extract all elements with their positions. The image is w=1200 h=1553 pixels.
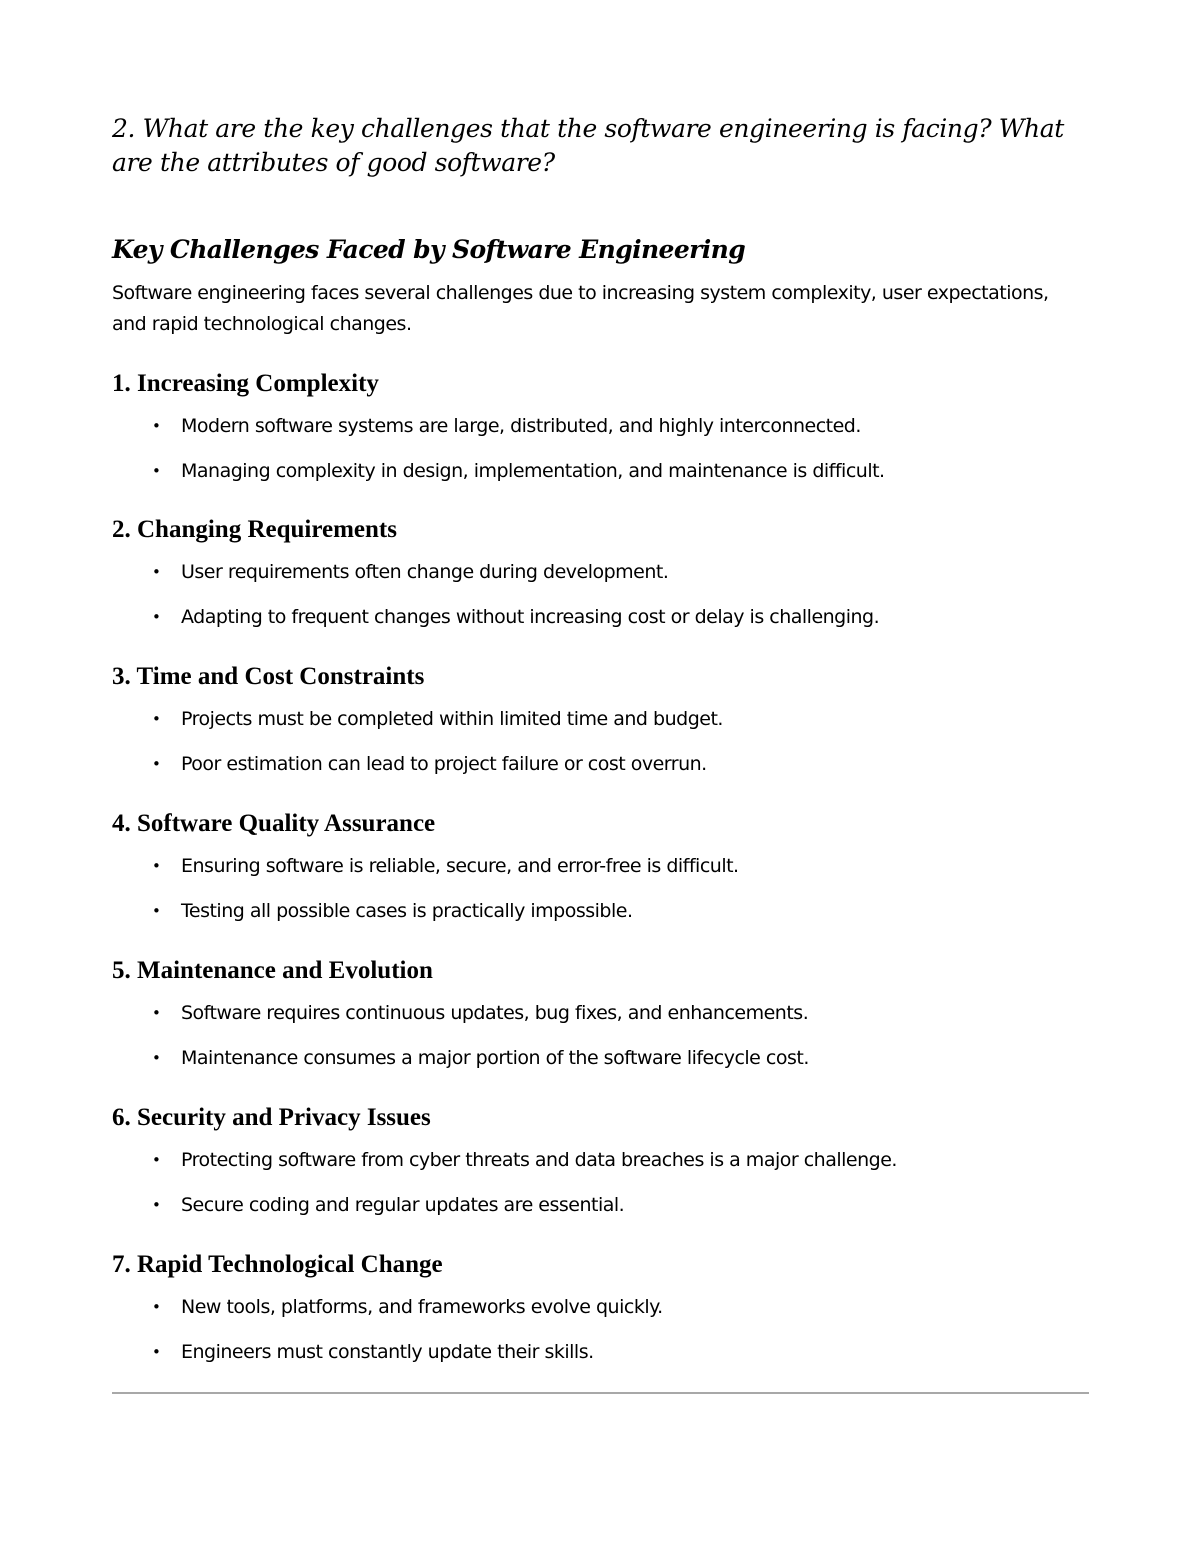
challenge-section-changing-requirements <box>112 513 1087 646</box>
question-text: 2. What are the key challenges that the software engineering is facing? What are the attributes of good software? <box>112 114 1064 177</box>
bullet-icon: • <box>152 1196 161 1214</box>
bullet-icon: • <box>152 563 161 581</box>
section-title: 6. Security and Privacy Issues <box>112 1104 431 1131</box>
list-item-text: Projects must be completed within limited time and budget. <box>181 708 723 730</box>
section-heading: Key Challenges Faced by Software Engineering <box>112 235 746 264</box>
horizontal-divider <box>112 1392 1089 1394</box>
list-item <box>112 1144 1087 1189</box>
bullet-icon: • <box>152 608 161 626</box>
list-item <box>112 556 1087 601</box>
challenge-section-increasing-complexity <box>112 367 1087 500</box>
challenge-section-time-and-cost <box>112 660 1087 793</box>
bullet-icon: • <box>152 1343 161 1361</box>
list-item-text: Poor estimation can lead to project failure or cost overrun. <box>181 753 707 775</box>
list-item <box>112 1189 1087 1234</box>
list-item-text: Software requires continuous updates, bug fixes, and enhancements. <box>181 1002 809 1024</box>
list-item-text: Ensuring software is reliable, secure, and error-free is difficult. <box>181 855 739 877</box>
list-item-text: Protecting software from cyber threats and data breaches is a major challenge. <box>181 1149 897 1171</box>
list-item <box>112 895 1087 940</box>
list-item <box>112 601 1087 646</box>
section-title: 2. Changing Requirements <box>112 516 397 543</box>
challenge-section-technological-change <box>112 1248 1087 1381</box>
bullet-icon: • <box>152 857 161 875</box>
bullet-icon: • <box>152 417 161 435</box>
list-item <box>112 997 1087 1042</box>
list-item <box>112 703 1087 748</box>
list-item <box>112 1336 1087 1381</box>
list-item-text: Testing all possible cases is practically impossible. <box>181 900 633 922</box>
list-item-text: Adapting to frequent changes without increasing cost or delay is challenging. <box>181 606 880 628</box>
list-item-text: Managing complexity in design, implementation, and maintenance is difficult. <box>181 460 885 482</box>
list-item-text: Maintenance consumes a major portion of the software lifecycle cost. <box>181 1047 809 1069</box>
bullet-icon: • <box>152 1151 161 1169</box>
list-item-text: Modern software systems are large, distributed, and highly interconnected. <box>181 415 861 437</box>
bullet-icon: • <box>152 1298 161 1316</box>
bullet-icon: • <box>152 1049 161 1067</box>
intro-paragraph: Software engineering faces several challenges due to increasing system complexity, user expectations, and rapid technological changes. <box>112 282 1049 335</box>
list-item <box>112 850 1087 895</box>
list-item-text: Secure coding and regular updates are essential. <box>181 1194 625 1216</box>
list-item <box>112 455 1087 500</box>
section-title: 5. Maintenance and Evolution <box>112 957 433 984</box>
list-item-text: Engineers must constantly update their skills. <box>181 1341 594 1363</box>
list-item-text: New tools, platforms, and frameworks evolve quickly. <box>181 1296 663 1318</box>
section-title: 3. Time and Cost Constraints <box>112 663 425 690</box>
challenge-section-maintenance <box>112 954 1087 1087</box>
challenge-section-quality-assurance <box>112 807 1087 940</box>
list-item <box>112 410 1087 455</box>
section-title: 7. Rapid Technological Change <box>112 1251 443 1278</box>
bullet-icon: • <box>152 1004 161 1022</box>
bullet-icon: • <box>152 462 161 480</box>
bullet-icon: • <box>152 902 161 920</box>
section-title: 4. Software Quality Assurance <box>112 810 436 837</box>
list-item-text: User requirements often change during development. <box>181 561 669 583</box>
bullet-icon: • <box>152 710 161 728</box>
list-item <box>112 748 1087 793</box>
bullet-icon: • <box>152 755 161 773</box>
list-item <box>112 1042 1087 1087</box>
challenge-section-security-privacy <box>112 1101 1087 1234</box>
list-item <box>112 1291 1087 1336</box>
section-title: 1. Increasing Complexity <box>112 370 379 397</box>
